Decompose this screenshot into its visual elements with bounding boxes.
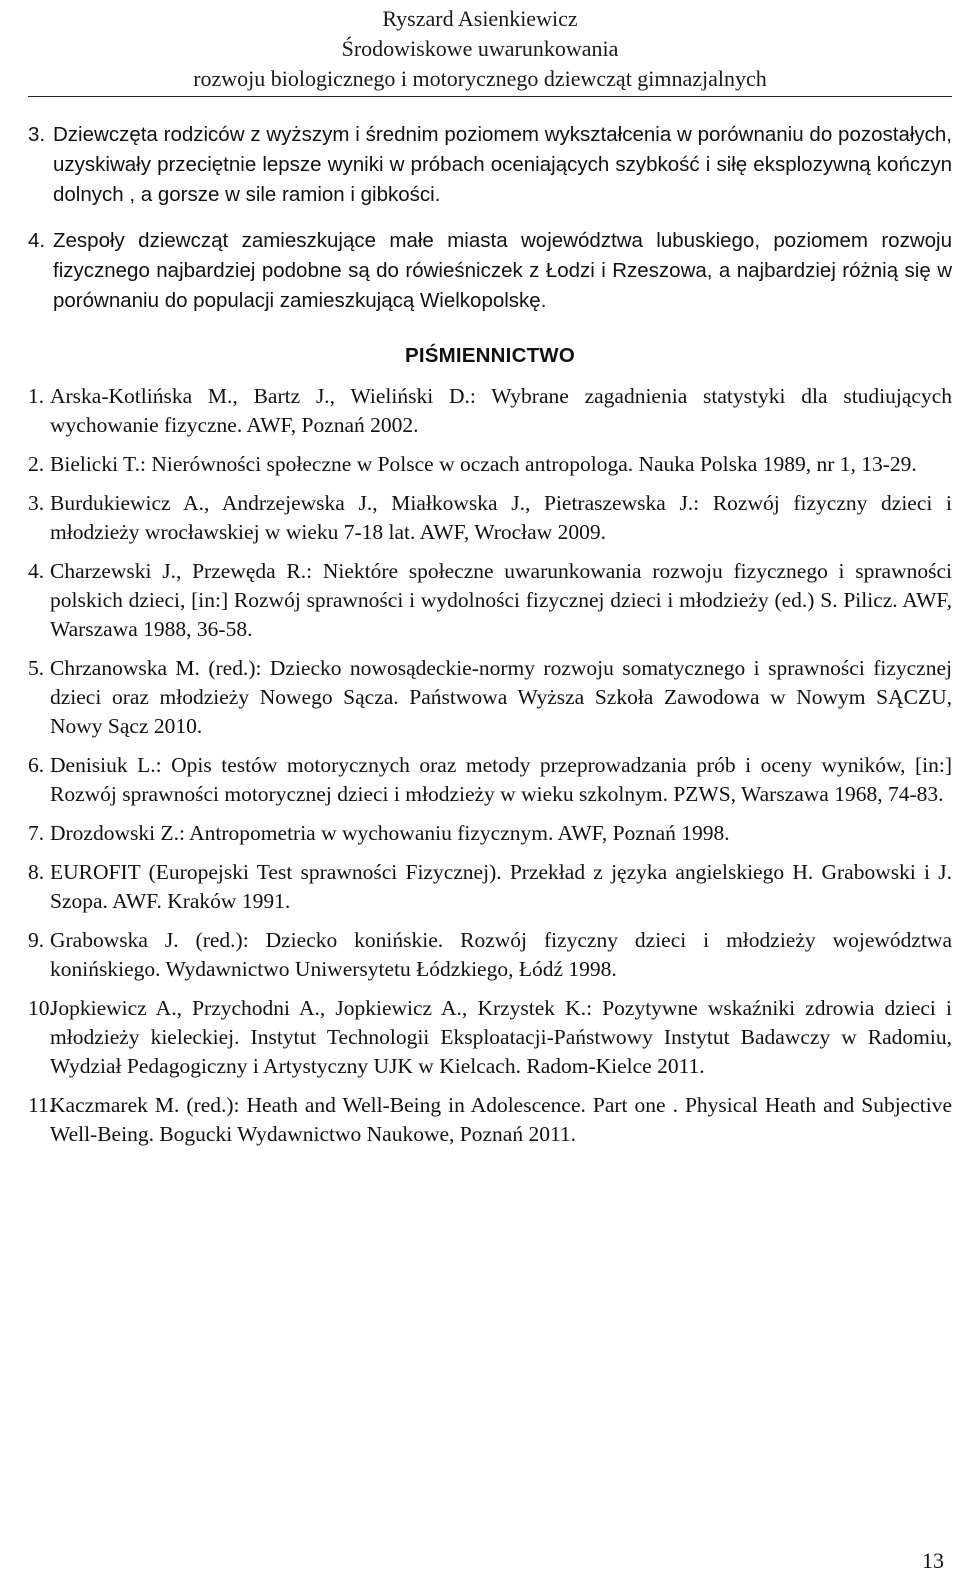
header-author: Ryszard Asienkiewicz <box>382 6 578 31</box>
bibliography-item <box>28 557 952 644</box>
bibliography-item <box>28 858 952 916</box>
reference-number: 7. <box>28 821 45 845</box>
reference-number: 2. <box>28 452 45 476</box>
bibliography-item <box>28 994 952 1081</box>
bibliography-item <box>28 382 952 440</box>
header-title-line1: Środowiskowe uwarunkowania <box>341 36 619 61</box>
running-header <box>0 4 960 94</box>
page-number: 13 <box>922 1548 944 1573</box>
reference-number: 11. <box>28 1093 55 1117</box>
conclusion-item <box>28 120 952 210</box>
reference-number: 1. <box>28 384 45 408</box>
header-title-line2: rozwoju biologicznego i motorycznego dziewcząt gimnazjalnych <box>193 66 767 91</box>
bibliography-item <box>28 1091 952 1149</box>
reference-number: 10. <box>28 996 55 1020</box>
conclusion-number: 4. <box>28 229 46 252</box>
header-divider <box>28 96 952 97</box>
reference-text: Charzewski J., Przewęda R.: Niektóre społeczne uwarunkowania rozwoju fizycznego i sprawności polskich dzieci, [in:] Rozwój sprawności i wydolności fizycznej dzieci i młodzieży (ed.) S. Pilicz. AWF, Warszawa 1988, 36-58. <box>50 559 952 641</box>
reference-text: Kaczmarek M. (red.): Heath and Well-Being in Adolescence. Part one . Physical Heath and Subjective Well-Being. Bogucki Wydawnictwo Naukowe, Poznań 2011. <box>50 1093 952 1146</box>
reference-text: Grabowska J. (red.): Dziecko konińskie. Rozwój fizyczny dzieci i młodzieży województwa konińskiego. Wydawnictwo Uniwersytetu Łódzkiego, Łódź 1998. <box>50 928 952 981</box>
reference-text: EUROFIT (Europejski Test sprawności Fizycznej). Przekład z języka angielskiego H. Grabowski i J. Szopa. AWF. Kraków 1991. <box>50 860 952 913</box>
bibliography-item <box>28 489 952 547</box>
bibliography-item <box>28 751 952 809</box>
reference-text: Bielicki T.: Nierówności społeczne w Polsce w oczach antropologa. Nauka Polska 1989, nr 1, 13-29. <box>50 452 917 476</box>
conclusion-number: 3. <box>28 123 46 146</box>
reference-number: 8. <box>28 860 45 884</box>
conclusion-text: Zespoły dziewcząt zamieszkujące małe miasta województwa lubuskiego, poziomem rozwoju fizycznego najbardziej podobne są do rówieśniczek z Łodzi i Rzeszowa, a najbardziej różnią się w porównaniu do populacji zamieszkującą Wielkopolskę. <box>53 229 952 312</box>
reference-text: Chrzanowska M. (red.): Dziecko nowosądeckie-normy rozwoju somatycznego i sprawności fizycznej dzieci oraz młodzieży Nowego Sącza. Państwowa Wyższa Szkoła Zawodowa w Nowym SĄCZU, Nowy Sącz 2010. <box>50 656 952 738</box>
bibliography-item <box>28 450 952 479</box>
bibliography-item <box>28 819 952 848</box>
reference-number: 5. <box>28 656 45 680</box>
reference-text: Denisiuk L.: Opis testów motorycznych oraz metody przeprowadzania prób i oceny wyników, [in:] Rozwój sprawności motorycznej dzieci i młodzieży w wieku szkolnym. PZWS, Warszawa 1968, 74-83. <box>50 753 952 806</box>
reference-text: Drozdowski Z.: Antropometria w wychowaniu fizycznym. AWF, Poznań 1998. <box>50 821 730 845</box>
page-body <box>28 120 952 1159</box>
reference-text: Jopkiewicz A., Przychodni A., Jopkiewicz A., Krzystek K.: Pozytywne wskaźniki zdrowia dzieci i młodzieży kieleckiej. Instytut Technologii Eksploatacji-Państwowy Instytut Badawczy w Radomiu, Wydział Pedagogiczny i Artystyczny UJK w Kielcach. Radom-Kielce 2011. <box>50 996 952 1078</box>
reference-number: 6. <box>28 753 45 777</box>
reference-number: 3. <box>28 491 45 515</box>
conclusion-text: Dziewczęta rodziców z wyższym i średnim poziomem wykształcenia w porównaniu do pozostałych, uzyskiwały przeciętnie lepsze wyniki w próbach oceniających szybkość i siłę eksplozywną kończyn dolnych , a gorsze w sile ramion i gibkości. <box>53 123 952 206</box>
conclusion-item <box>28 226 952 316</box>
bibliography-list <box>28 382 952 1149</box>
reference-number: 4. <box>28 559 45 583</box>
reference-text: Burdukiewicz A., Andrzejewska J., Miałkowska J., Pietraszewska J.: Rozwój fizyczny dzieci i młodzieży wrocławskiej w wieku 7-18 lat. AWF, Wrocław 2009. <box>50 491 952 544</box>
reference-number: 9. <box>28 928 45 952</box>
bibliography-item <box>28 654 952 741</box>
bibliography-item <box>28 926 952 984</box>
bibliography-title: PIŚMIENNICTWO <box>404 344 575 367</box>
reference-text: Arska-Kotlińska M., Bartz J., Wieliński D.: Wybrane zagadnienia statystyki dla studiujących wychowanie fizyczne. AWF, Poznań 2002. <box>50 384 952 437</box>
